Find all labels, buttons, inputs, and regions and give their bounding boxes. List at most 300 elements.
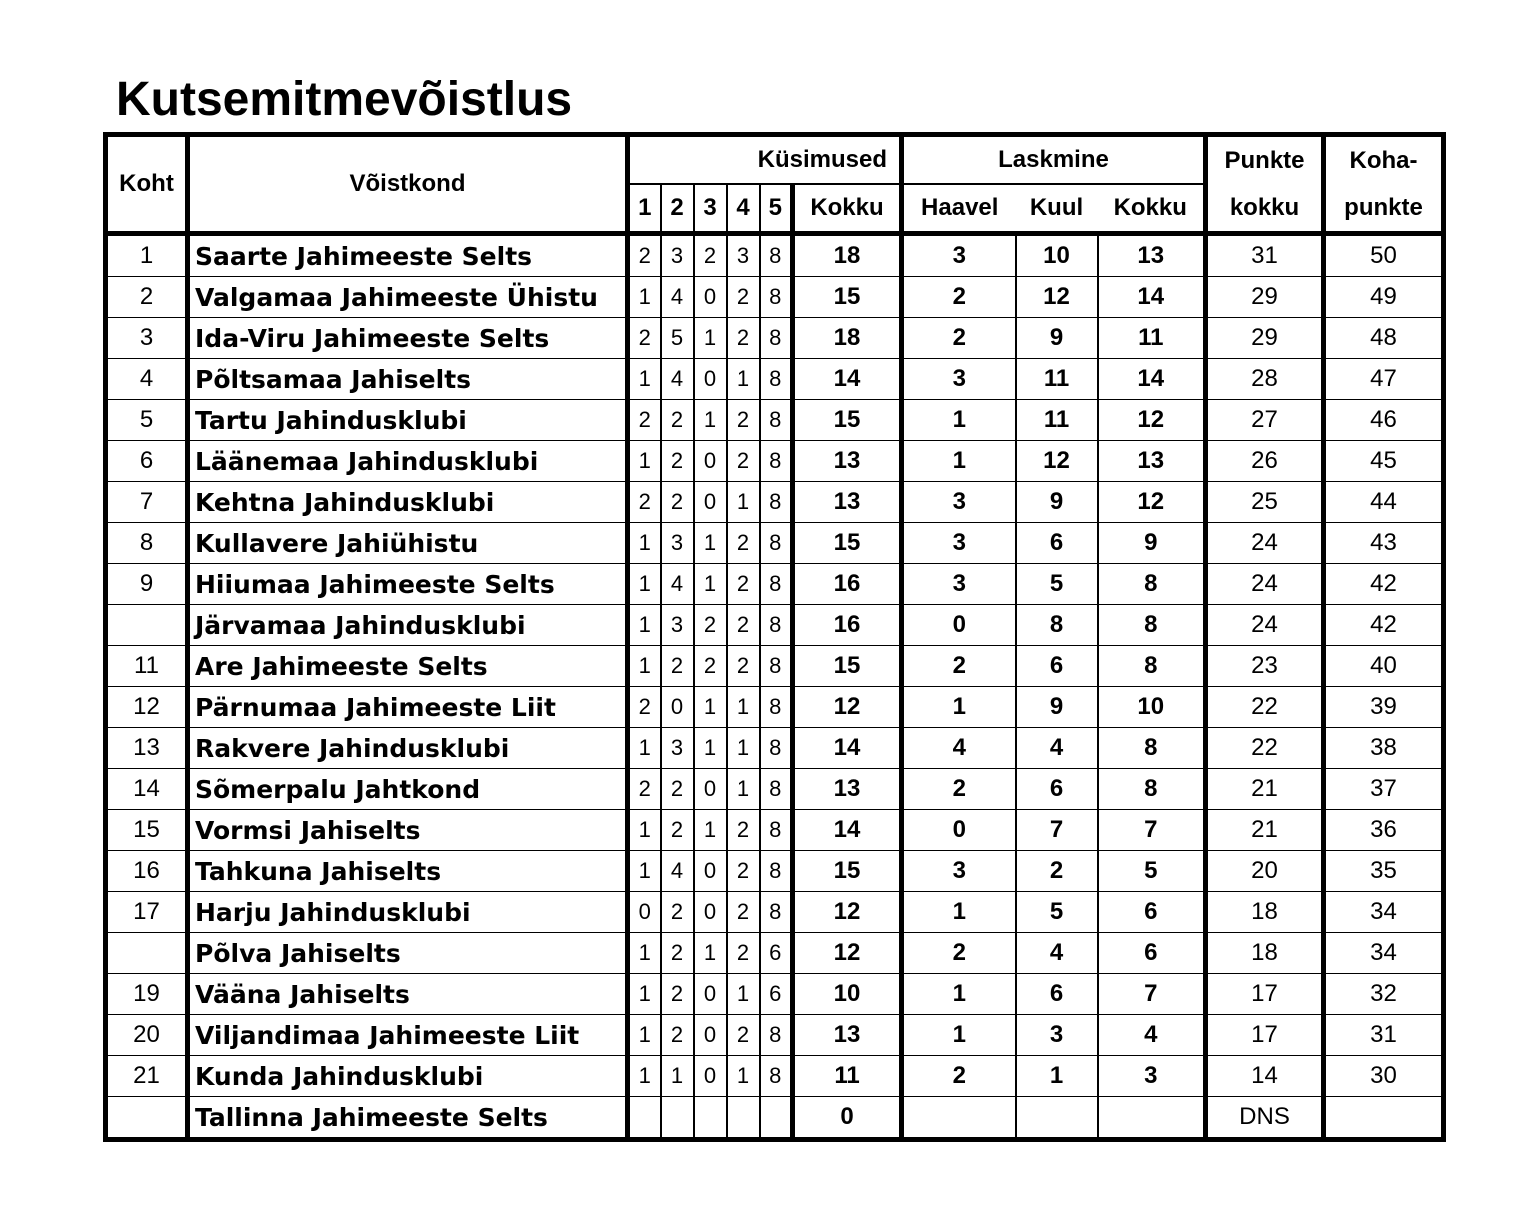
kuul-score: 5 — [1016, 564, 1098, 605]
rank-cell: 3 — [106, 318, 188, 359]
q4-cell: 1 — [727, 728, 760, 769]
questions-total: 12 — [793, 687, 902, 728]
header-kuul: Kuul — [1016, 184, 1098, 234]
q2-cell — [661, 1097, 694, 1140]
q2-cell: 1 — [661, 1056, 694, 1097]
q3-cell: 2 — [694, 605, 727, 646]
points-total: 27 — [1206, 400, 1324, 441]
place-points: 31 — [1324, 1015, 1444, 1056]
kuul-score: 9 — [1016, 318, 1098, 359]
points-total: 28 — [1206, 359, 1324, 400]
q4-cell: 2 — [727, 646, 760, 687]
q5-cell: 8 — [760, 728, 793, 769]
questions-total: 15 — [793, 277, 902, 318]
header-voistkond: Võistkond — [188, 135, 628, 234]
q1-cell: 1 — [628, 974, 661, 1015]
questions-total: 15 — [793, 523, 902, 564]
haavel-score: 3 — [902, 851, 1016, 892]
place-points: 47 — [1324, 359, 1444, 400]
rank-cell: 2 — [106, 277, 188, 318]
header-q4: 4 — [727, 184, 760, 234]
questions-total: 13 — [793, 441, 902, 482]
table-row — [106, 1097, 1444, 1140]
points-total: 26 — [1206, 441, 1324, 482]
q5-cell: 8 — [760, 318, 793, 359]
team-name: Tartu Jahindusklubi — [188, 400, 628, 441]
questions-total: 15 — [793, 646, 902, 687]
q3-cell: 1 — [694, 687, 727, 728]
table-row — [106, 441, 1444, 482]
q1-cell: 1 — [628, 564, 661, 605]
q2-cell: 2 — [661, 933, 694, 974]
shooting-total: 6 — [1098, 933, 1206, 974]
q1-cell: 1 — [628, 277, 661, 318]
q5-cell: 8 — [760, 646, 793, 687]
kuul-score: 7 — [1016, 810, 1098, 851]
haavel-score: 0 — [902, 810, 1016, 851]
haavel-score: 3 — [902, 523, 1016, 564]
header-q2: 2 — [661, 184, 694, 234]
haavel-score: 1 — [902, 1015, 1016, 1056]
q4-cell — [727, 1097, 760, 1140]
shooting-total: 8 — [1098, 728, 1206, 769]
q1-cell: 2 — [628, 769, 661, 810]
q4-cell: 2 — [727, 564, 760, 605]
haavel-score: 1 — [902, 441, 1016, 482]
questions-total: 13 — [793, 769, 902, 810]
q4-cell: 2 — [727, 851, 760, 892]
rank-cell: 7 — [106, 482, 188, 523]
points-total: 18 — [1206, 892, 1324, 933]
team-name: Läänemaa Jahindusklubi — [188, 441, 628, 482]
q2-cell: 2 — [661, 892, 694, 933]
place-points: 44 — [1324, 482, 1444, 523]
table-row — [106, 605, 1444, 646]
header-koha: Koha- — [1324, 135, 1444, 185]
team-name: Ida-Viru Jahimeeste Selts — [188, 318, 628, 359]
results-body — [106, 234, 1444, 1140]
team-name: Pärnumaa Jahimeeste Liit — [188, 687, 628, 728]
kuul-score: 10 — [1016, 234, 1098, 277]
q3-cell: 0 — [694, 277, 727, 318]
q2-cell: 3 — [661, 728, 694, 769]
team-name: Valgamaa Jahimeeste Ühistu — [188, 277, 628, 318]
q5-cell: 8 — [760, 1056, 793, 1097]
haavel-score — [902, 1097, 1016, 1140]
haavel-score: 1 — [902, 687, 1016, 728]
q1-cell: 1 — [628, 851, 661, 892]
q3-cell: 0 — [694, 769, 727, 810]
questions-total: 12 — [793, 933, 902, 974]
q3-cell: 0 — [694, 1056, 727, 1097]
place-points: 48 — [1324, 318, 1444, 359]
place-points — [1324, 1097, 1444, 1140]
team-name: Järvamaa Jahindusklubi — [188, 605, 628, 646]
q3-cell: 0 — [694, 974, 727, 1015]
team-name: Hiiumaa Jahimeeste Selts — [188, 564, 628, 605]
q1-cell: 1 — [628, 646, 661, 687]
kuul-score — [1016, 1097, 1098, 1140]
q3-cell: 1 — [694, 810, 727, 851]
shooting-total: 11 — [1098, 318, 1206, 359]
rank-cell: 16 — [106, 851, 188, 892]
q2-cell: 3 — [661, 605, 694, 646]
table-row — [106, 892, 1444, 933]
shooting-total: 9 — [1098, 523, 1206, 564]
page-title: Kutsemitmevõistlus — [116, 73, 573, 126]
table-row — [106, 769, 1444, 810]
q5-cell: 8 — [760, 892, 793, 933]
rank-cell: 9 — [106, 564, 188, 605]
results-table — [103, 132, 1446, 1142]
questions-total: 13 — [793, 1015, 902, 1056]
q2-cell: 3 — [661, 234, 694, 277]
questions-total: 0 — [793, 1097, 902, 1140]
table-row — [106, 482, 1444, 523]
q5-cell: 8 — [760, 234, 793, 277]
table-row — [106, 564, 1444, 605]
q3-cell: 2 — [694, 234, 727, 277]
q4-cell: 1 — [727, 974, 760, 1015]
place-points: 38 — [1324, 728, 1444, 769]
table-row — [106, 277, 1444, 318]
q3-cell: 1 — [694, 728, 727, 769]
shooting-total: 8 — [1098, 564, 1206, 605]
place-points: 32 — [1324, 974, 1444, 1015]
q2-cell: 0 — [661, 687, 694, 728]
kuul-score: 12 — [1016, 277, 1098, 318]
place-points: 34 — [1324, 892, 1444, 933]
points-total: 29 — [1206, 318, 1324, 359]
kuul-score: 11 — [1016, 400, 1098, 441]
q4-cell: 2 — [727, 605, 760, 646]
team-name: Kullavere Jahiühistu — [188, 523, 628, 564]
q2-cell: 4 — [661, 359, 694, 400]
q2-cell: 4 — [661, 277, 694, 318]
points-total: 24 — [1206, 605, 1324, 646]
header-punkte-kokku: kokku — [1206, 184, 1324, 234]
haavel-score: 4 — [902, 728, 1016, 769]
shooting-total: 10 — [1098, 687, 1206, 728]
team-name: Kehtna Jahindusklubi — [188, 482, 628, 523]
q3-cell: 2 — [694, 646, 727, 687]
q5-cell: 8 — [760, 441, 793, 482]
header-q-kokku: Kokku — [793, 184, 902, 234]
shooting-total: 7 — [1098, 974, 1206, 1015]
table-row — [106, 974, 1444, 1015]
table-row — [106, 1015, 1444, 1056]
place-points: 36 — [1324, 810, 1444, 851]
questions-total: 18 — [793, 318, 902, 359]
q1-cell: 1 — [628, 359, 661, 400]
kuul-score: 11 — [1016, 359, 1098, 400]
q4-cell: 2 — [727, 933, 760, 974]
kuul-score: 8 — [1016, 605, 1098, 646]
shooting-total: 14 — [1098, 359, 1206, 400]
kuul-score: 6 — [1016, 974, 1098, 1015]
q1-cell: 1 — [628, 810, 661, 851]
table-row — [106, 359, 1444, 400]
points-total: 21 — [1206, 769, 1324, 810]
q3-cell: 0 — [694, 482, 727, 523]
rank-cell: 13 — [106, 728, 188, 769]
haavel-score: 3 — [902, 359, 1016, 400]
team-name: Tahkuna Jahiselts — [188, 851, 628, 892]
points-total: 22 — [1206, 687, 1324, 728]
header-haavel: Haavel — [902, 184, 1016, 234]
q3-cell: 1 — [694, 564, 727, 605]
q2-cell: 2 — [661, 482, 694, 523]
q1-cell: 2 — [628, 234, 661, 277]
haavel-score: 3 — [902, 482, 1016, 523]
team-name: Sõmerpalu Jahtkond — [188, 769, 628, 810]
place-points: 35 — [1324, 851, 1444, 892]
header-koha-punkte: punkte — [1324, 184, 1444, 234]
q2-cell: 2 — [661, 646, 694, 687]
q5-cell: 8 — [760, 277, 793, 318]
q1-cell: 1 — [628, 1056, 661, 1097]
questions-total: 14 — [793, 728, 902, 769]
points-total: 17 — [1206, 974, 1324, 1015]
rank-cell — [106, 1097, 188, 1140]
rank-cell — [106, 933, 188, 974]
place-points: 42 — [1324, 605, 1444, 646]
questions-total: 15 — [793, 400, 902, 441]
rank-cell: 20 — [106, 1015, 188, 1056]
questions-total: 13 — [793, 482, 902, 523]
shooting-total: 3 — [1098, 1056, 1206, 1097]
q1-cell: 1 — [628, 605, 661, 646]
q1-cell: 1 — [628, 523, 661, 564]
rank-cell: 1 — [106, 234, 188, 277]
team-name: Saarte Jahimeeste Selts — [188, 234, 628, 277]
team-name: Tallinna Jahimeeste Selts — [188, 1097, 628, 1140]
q2-cell: 2 — [661, 974, 694, 1015]
questions-total: 16 — [793, 564, 902, 605]
haavel-score: 3 — [902, 234, 1016, 277]
shooting-total: 12 — [1098, 400, 1206, 441]
q2-cell: 4 — [661, 564, 694, 605]
q2-cell: 2 — [661, 400, 694, 441]
q3-cell: 1 — [694, 318, 727, 359]
shooting-total: 13 — [1098, 234, 1206, 277]
q1-cell: 0 — [628, 892, 661, 933]
shooting-total: 5 — [1098, 851, 1206, 892]
header-punkte: Punkte — [1206, 135, 1324, 185]
q2-cell: 2 — [661, 810, 694, 851]
q2-cell: 2 — [661, 769, 694, 810]
place-points: 30 — [1324, 1056, 1444, 1097]
kuul-score: 9 — [1016, 482, 1098, 523]
table-row — [106, 523, 1444, 564]
rank-cell — [106, 605, 188, 646]
team-name: Viljandimaa Jahimeeste Liit — [188, 1015, 628, 1056]
haavel-score: 2 — [902, 769, 1016, 810]
shooting-total: 8 — [1098, 605, 1206, 646]
table-row — [106, 728, 1444, 769]
place-points: 39 — [1324, 687, 1444, 728]
place-points: 37 — [1324, 769, 1444, 810]
shooting-total: 8 — [1098, 646, 1206, 687]
header-q1: 1 — [628, 184, 661, 234]
place-points: 34 — [1324, 933, 1444, 974]
team-name: Kunda Jahindusklubi — [188, 1056, 628, 1097]
team-name: Põlva Jahiselts — [188, 933, 628, 974]
q5-cell: 8 — [760, 851, 793, 892]
shooting-total — [1098, 1097, 1206, 1140]
team-name: Vormsi Jahiselts — [188, 810, 628, 851]
q3-cell: 1 — [694, 523, 727, 564]
shooting-total: 8 — [1098, 769, 1206, 810]
q1-cell: 2 — [628, 318, 661, 359]
haavel-score: 1 — [902, 974, 1016, 1015]
q1-cell: 2 — [628, 687, 661, 728]
haavel-score: 1 — [902, 400, 1016, 441]
q3-cell — [694, 1097, 727, 1140]
haavel-score: 2 — [902, 933, 1016, 974]
points-total: 21 — [1206, 810, 1324, 851]
q5-cell: 8 — [760, 482, 793, 523]
q3-cell: 1 — [694, 400, 727, 441]
q1-cell: 1 — [628, 933, 661, 974]
rank-cell: 8 — [106, 523, 188, 564]
kuul-score: 3 — [1016, 1015, 1098, 1056]
q5-cell: 8 — [760, 523, 793, 564]
rank-cell: 19 — [106, 974, 188, 1015]
q4-cell: 2 — [727, 400, 760, 441]
kuul-score: 2 — [1016, 851, 1098, 892]
points-total: 24 — [1206, 523, 1324, 564]
table-row — [106, 318, 1444, 359]
points-total: 25 — [1206, 482, 1324, 523]
questions-total: 14 — [793, 359, 902, 400]
q4-cell: 1 — [727, 687, 760, 728]
questions-total: 12 — [793, 892, 902, 933]
q5-cell: 6 — [760, 974, 793, 1015]
place-points: 50 — [1324, 234, 1444, 277]
questions-total: 16 — [793, 605, 902, 646]
q5-cell: 8 — [760, 1015, 793, 1056]
q3-cell: 0 — [694, 359, 727, 400]
team-name: Rakvere Jahindusklubi — [188, 728, 628, 769]
questions-total: 10 — [793, 974, 902, 1015]
place-points: 40 — [1324, 646, 1444, 687]
team-name: Are Jahimeeste Selts — [188, 646, 628, 687]
kuul-score: 9 — [1016, 687, 1098, 728]
q4-cell: 1 — [727, 359, 760, 400]
points-total: 23 — [1206, 646, 1324, 687]
q5-cell: 8 — [760, 810, 793, 851]
q2-cell: 2 — [661, 1015, 694, 1056]
table-row — [106, 687, 1444, 728]
q4-cell: 2 — [727, 441, 760, 482]
q1-cell: 1 — [628, 728, 661, 769]
shooting-total: 14 — [1098, 277, 1206, 318]
rank-cell: 14 — [106, 769, 188, 810]
points-total: 17 — [1206, 1015, 1324, 1056]
shooting-total: 4 — [1098, 1015, 1206, 1056]
haavel-score: 0 — [902, 605, 1016, 646]
q1-cell: 2 — [628, 482, 661, 523]
haavel-score: 2 — [902, 646, 1016, 687]
q5-cell: 8 — [760, 564, 793, 605]
q2-cell: 5 — [661, 318, 694, 359]
rank-cell: 15 — [106, 810, 188, 851]
shooting-total: 7 — [1098, 810, 1206, 851]
table-row — [106, 1056, 1444, 1097]
header-q3: 3 — [694, 184, 727, 234]
q1-cell — [628, 1097, 661, 1140]
place-points: 43 — [1324, 523, 1444, 564]
place-points: 49 — [1324, 277, 1444, 318]
kuul-score: 6 — [1016, 523, 1098, 564]
q5-cell: 8 — [760, 605, 793, 646]
kuul-score: 12 — [1016, 441, 1098, 482]
points-total: 20 — [1206, 851, 1324, 892]
team-name: Põltsamaa Jahiselts — [188, 359, 628, 400]
place-points: 46 — [1324, 400, 1444, 441]
q4-cell: 2 — [727, 892, 760, 933]
q5-cell: 8 — [760, 687, 793, 728]
q4-cell: 2 — [727, 277, 760, 318]
rank-cell: 6 — [106, 441, 188, 482]
points-total: 14 — [1206, 1056, 1324, 1097]
q5-cell: 8 — [760, 400, 793, 441]
rank-cell: 17 — [106, 892, 188, 933]
rank-cell: 4 — [106, 359, 188, 400]
q2-cell: 2 — [661, 441, 694, 482]
rank-cell: 5 — [106, 400, 188, 441]
header-kusimused: Küsimused — [628, 135, 902, 185]
q3-cell: 0 — [694, 1015, 727, 1056]
place-points: 45 — [1324, 441, 1444, 482]
q5-cell — [760, 1097, 793, 1140]
table-row — [106, 933, 1444, 974]
header-q5: 5 — [760, 184, 793, 234]
q4-cell: 2 — [727, 318, 760, 359]
points-total: 29 — [1206, 277, 1324, 318]
points-total: 22 — [1206, 728, 1324, 769]
q4-cell: 2 — [727, 810, 760, 851]
q2-cell: 3 — [661, 523, 694, 564]
q3-cell: 0 — [694, 851, 727, 892]
team-name: Vääna Jahiselts — [188, 974, 628, 1015]
points-total: 24 — [1206, 564, 1324, 605]
kuul-score: 6 — [1016, 769, 1098, 810]
table-row — [106, 810, 1444, 851]
rank-cell: 12 — [106, 687, 188, 728]
q3-cell: 0 — [694, 441, 727, 482]
q4-cell: 1 — [727, 482, 760, 523]
q3-cell: 0 — [694, 892, 727, 933]
kuul-score: 4 — [1016, 728, 1098, 769]
points-total: 31 — [1206, 234, 1324, 277]
header-laskmine: Laskmine — [902, 135, 1206, 185]
rank-cell: 21 — [106, 1056, 188, 1097]
q1-cell: 1 — [628, 441, 661, 482]
questions-total: 15 — [793, 851, 902, 892]
haavel-score: 2 — [902, 1056, 1016, 1097]
haavel-score: 2 — [902, 277, 1016, 318]
q5-cell: 8 — [760, 359, 793, 400]
q5-cell: 8 — [760, 769, 793, 810]
header-koht: Koht — [106, 135, 188, 234]
q1-cell: 1 — [628, 1015, 661, 1056]
kuul-score: 4 — [1016, 933, 1098, 974]
questions-total: 14 — [793, 810, 902, 851]
q5-cell: 6 — [760, 933, 793, 974]
table-row — [106, 234, 1444, 277]
